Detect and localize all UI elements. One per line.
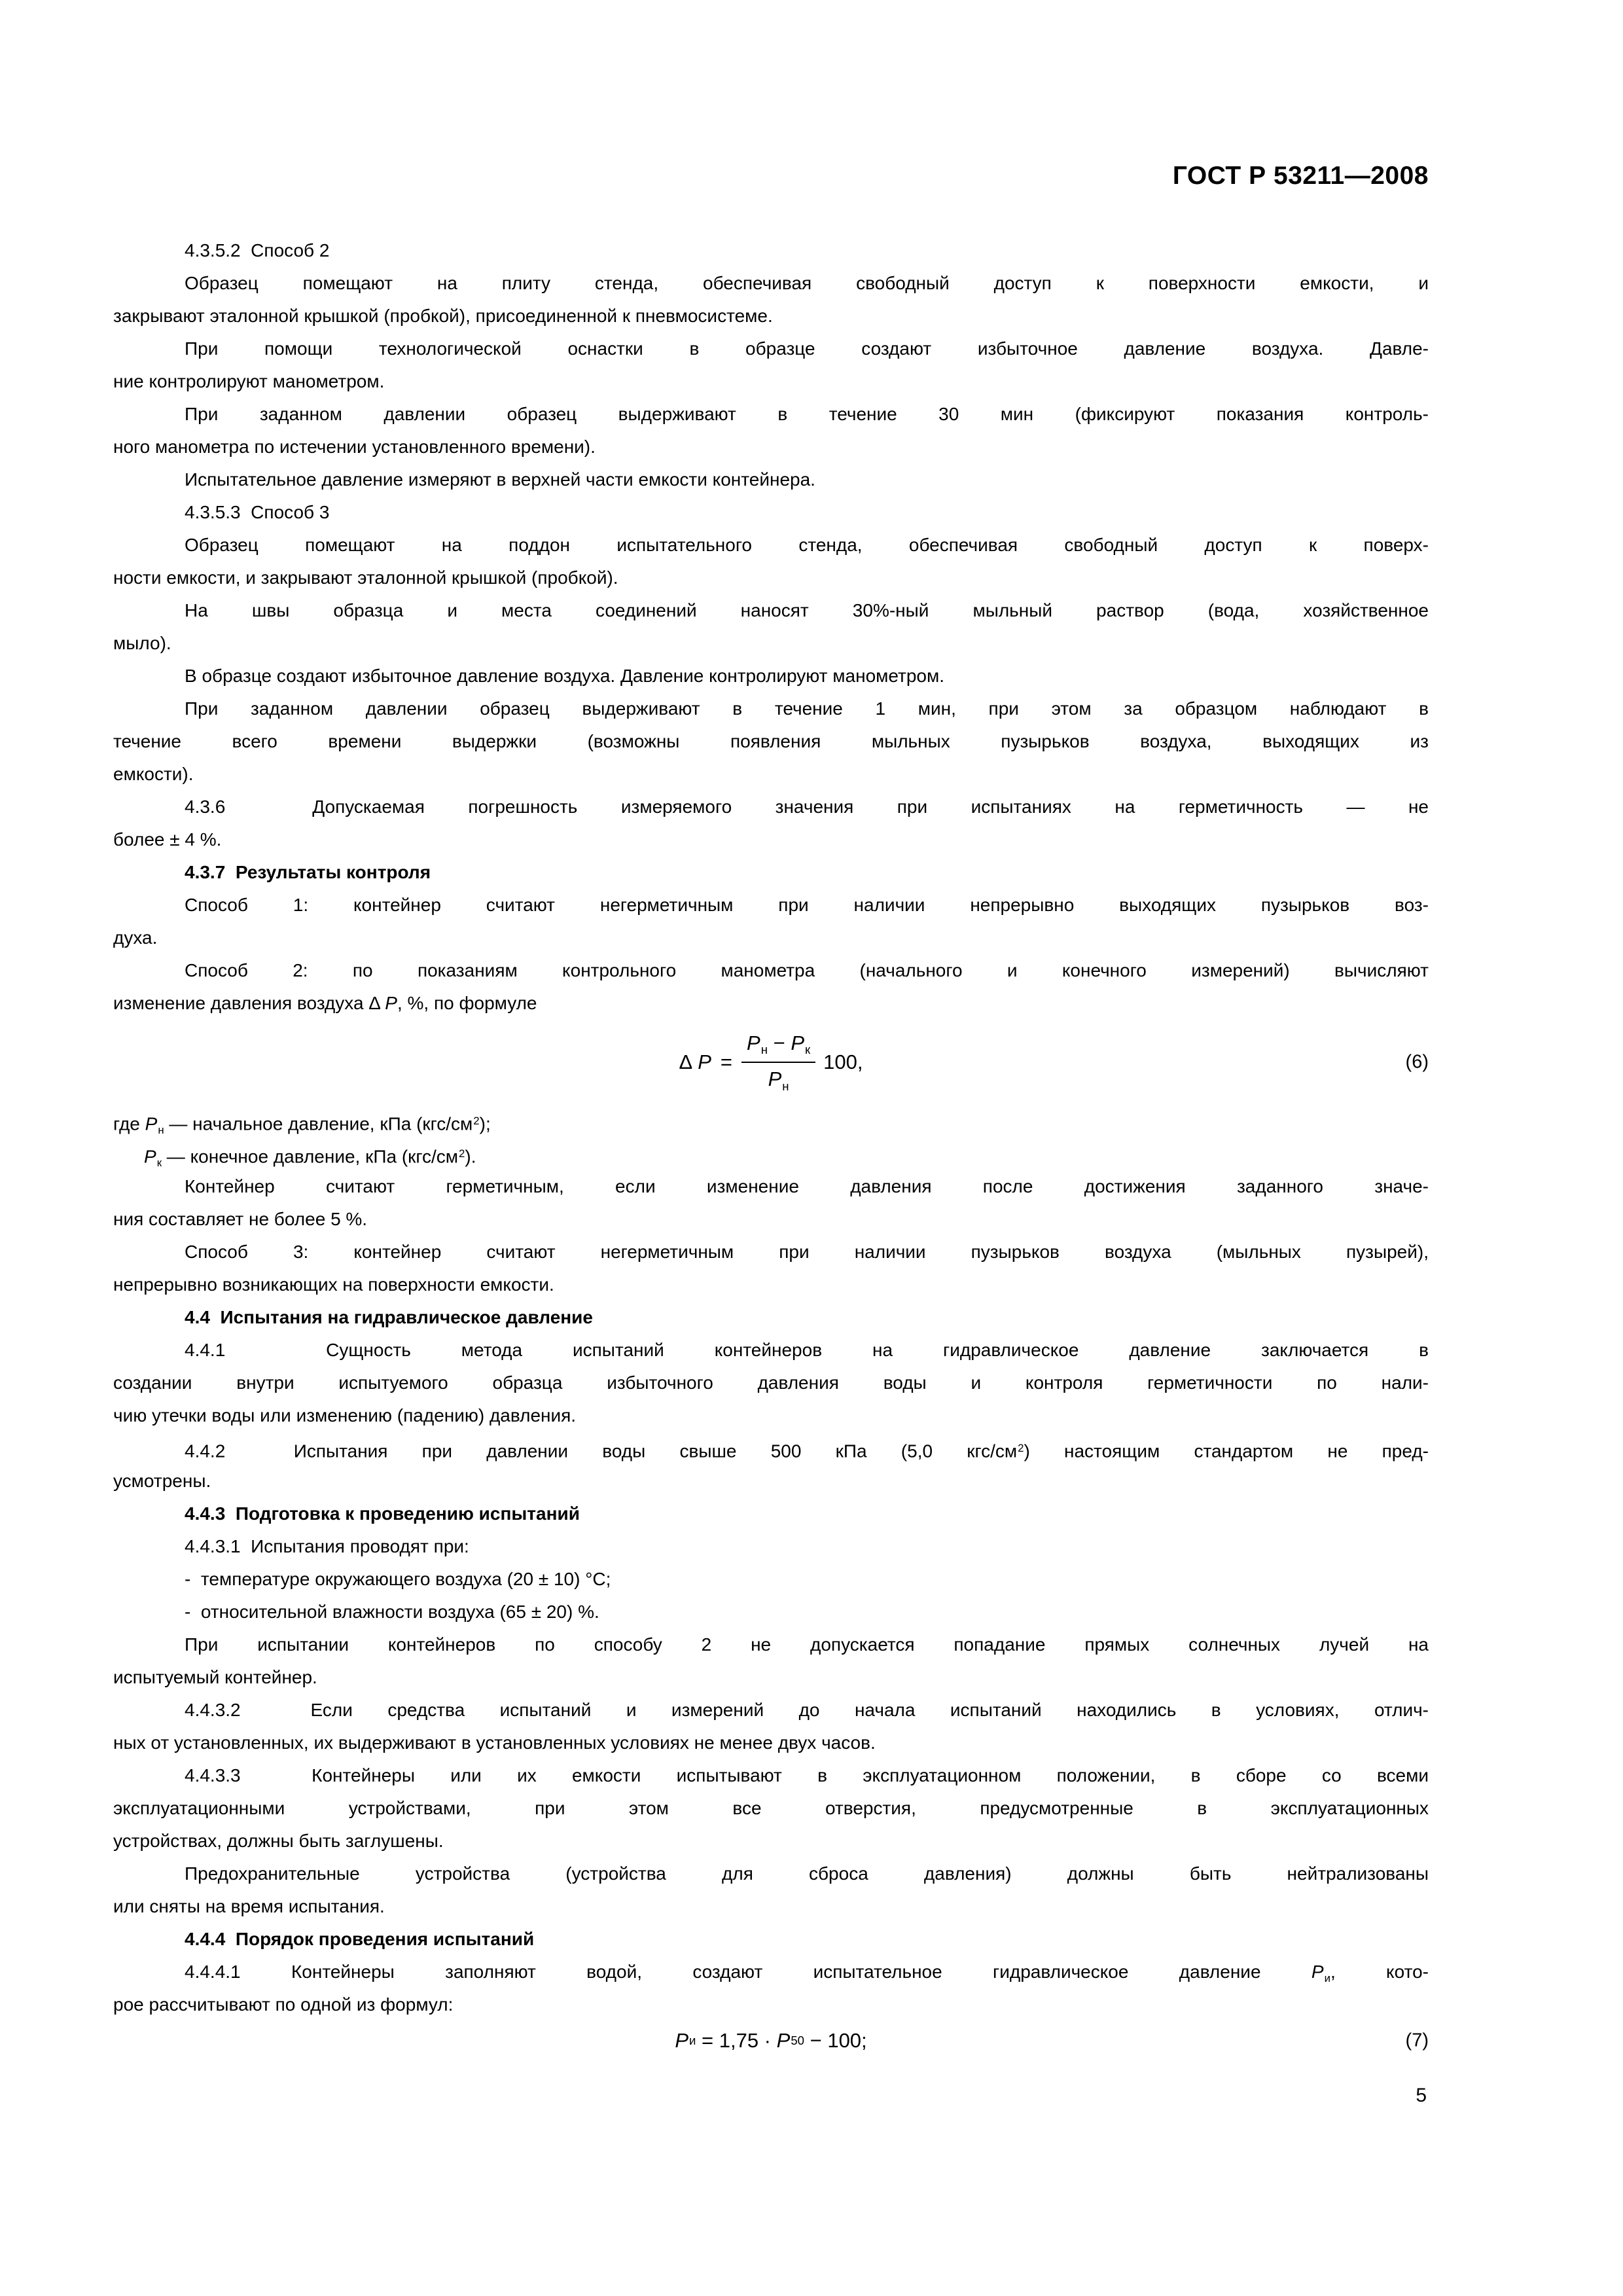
formula-7 xyxy=(113,2021,1429,2060)
text-line: чию утечки воды или изменению (падению) давления. xyxy=(113,1405,577,1426)
text-line: более ± 4 %. xyxy=(113,829,222,850)
delta-symbol: Δ xyxy=(679,1050,693,1073)
text-line: мыло). xyxy=(113,633,171,653)
text-line: $P_к$ — конечное давление, кПа $(кгс/см^2)$. xyxy=(144,1146,476,1170)
text-line: При заданном давлении образец выдерживают в течение 1 мин, при этом за образцом наблюдают в xyxy=(185,698,1429,719)
text-line: испытуемый контейнер. xyxy=(113,1667,317,1687)
text-line: Испытательное давление измеряют в верхней части емкости контейнера. xyxy=(185,469,815,490)
text-line: 4.4.4.1 Контейнеры заполняют водой, создают испытательное гидравлическое давление $P_и$, кото- xyxy=(185,1962,1429,1984)
text-block-1 xyxy=(113,234,1429,1020)
text-line: эксплуатационными устройствами, при этом все отверстия, предусмотренные в эксплуатационных xyxy=(113,1798,1429,1818)
text-line: ние контролируют манометром. xyxy=(113,371,385,391)
equals-sign: = xyxy=(720,1050,733,1073)
text-line: 4.3.7 Результаты контроля xyxy=(185,862,431,882)
text-line: 4.4.3 Подготовка к проведению испытаний xyxy=(185,1503,580,1524)
fraction-numerator: $P_н - P_к$ xyxy=(741,1031,815,1064)
text-line: Способ 1: контейнер считают негерметичным при наличии непрерывно выходящих пузырьков воз- xyxy=(185,895,1429,915)
text-line: духа. xyxy=(113,927,158,948)
formula-7-expression: P и = 1,75 · P 50 − 100; xyxy=(675,2029,867,2052)
text-line: ного манометра по истечении установленного времени). xyxy=(113,437,596,457)
formula-6-expression xyxy=(679,1031,863,1094)
text-line: течение всего времени выдержки (возможны появления мыльных пузырьков воздуха, выходящих из xyxy=(113,731,1429,751)
text-line: закрывают эталонной крышкой (пробкой), присоединенной к пневмосистеме. xyxy=(113,306,773,326)
text-line: Способ 2: по показаниям контрольного манометра (начального и конечного измерений) вычисляют xyxy=(185,960,1429,980)
text-line: 4.3.6 Допускаемая погрешность измеряемого значения при испытаниях на герметичность — не xyxy=(185,797,1429,817)
formula-6 xyxy=(113,1020,1429,1105)
text-line: создании внутри испытуемого образца избыточного давления воды и контроля герметичности по нали- xyxy=(113,1372,1429,1393)
text-line: Образец помещают на поддон испытательного стенда, обеспечивая свободный доступ к поверх- xyxy=(185,535,1429,555)
text-line: - температуре окружающего воздуха (20 ± 10) °С; xyxy=(185,1569,611,1589)
text-line: 4.4.1 Сущность метода испытаний контейнеров на гидравлическое давление заключается в xyxy=(185,1340,1429,1360)
text-line: При заданном давлении образец выдерживают в течение 30 мин (фиксируют показания контроль- xyxy=(185,404,1429,424)
text-line: При помощи технологической оснастки в образце создают избыточное давление воздуха. Давле- xyxy=(185,338,1429,359)
text-line: 4.4.3.1 Испытания проводят при: xyxy=(185,1536,469,1556)
text-line: изменение давления воздуха Δ P, %, по формуле xyxy=(113,993,537,1013)
text-line: Образец помещают на плиту стенда, обеспечивая свободный доступ к поверхности емкости, и xyxy=(185,273,1429,293)
text-line: ности емкости, и закрывают эталонной крышкой (пробкой). xyxy=(113,567,618,588)
text-line: емкости). xyxy=(113,764,194,784)
fraction-denominator: $P_н$ xyxy=(768,1067,789,1093)
text-line: или сняты на время испытания. xyxy=(113,1896,385,1916)
text-line: Способ 3: контейнер считают негерметичным при наличии пузырьков воздуха (мыльных пузырей), xyxy=(185,1242,1429,1262)
fraction xyxy=(741,1031,815,1094)
text-line: Предохранительные устройства (устройства для сброса давления) должны быть нейтрализованы xyxy=(185,1863,1429,1884)
text-line: ния составляет не более 5 %. xyxy=(113,1209,368,1229)
text-line: ных от установленных, их выдерживают в установленных условиях не менее двух часов. xyxy=(113,1732,876,1753)
text-block-2 xyxy=(113,1105,1429,2021)
text-line: В образце создают избыточное давление воздуха. Давление контролируют манометром. xyxy=(185,666,945,686)
text-line: Контейнер считают герметичным, если изменение давления после достижения заданного значе- xyxy=(185,1176,1429,1196)
document-code: ГОСТ Р 53211—2008 xyxy=(1172,162,1429,190)
text-line: усмотрены. xyxy=(113,1471,211,1491)
text-line: 4.3.5.3 Способ 3 xyxy=(185,502,330,522)
formula-6-lhs: P xyxy=(698,1050,711,1073)
text-line: 4.4.2 Испытания при давлении воды свыше 500 кПа (5,0 кгс/$см^2$) настоящим стандартом не пред- xyxy=(185,1441,1429,1462)
text-line: При испытании контейнеров по способу 2 не допускается попадание прямых солнечных лучей на xyxy=(185,1634,1429,1655)
text-line: 4.4.3.3 Контейнеры или их емкости испытывают в эксплуатационном положении, в сборе со всеми xyxy=(185,1765,1429,1785)
text-line: 4.3.5.2 Способ 2 xyxy=(185,240,330,260)
text-line: - относительной влажности воздуха (65 ± 20) %. xyxy=(185,1602,599,1622)
equation-number-7: (7) xyxy=(1405,2030,1429,2051)
text-line: рое рассчитывают по одной из формул: xyxy=(113,1994,454,2015)
text-line: На швы образца и места соединений наносят 30%-ный мыльный раствор (вода, хозяйственное xyxy=(185,600,1429,620)
text-line: где $P_н$ — начальное давление, кПа $(кгс/см^2)$; xyxy=(113,1113,491,1137)
text-line: 4.4.3.2 Если средства испытаний и измерений до начала испытаний находились в условиях, отлич- xyxy=(185,1700,1429,1720)
text-line: 4.4 Испытания на гидравлическое давление xyxy=(185,1307,593,1327)
text-line: непрерывно возникающих на поверхности емкости. xyxy=(113,1274,554,1295)
equation-number-6: (6) xyxy=(1405,1051,1429,1073)
page-number: 5 xyxy=(1416,2085,1427,2106)
text-line: 4.4.4 Порядок проведения испытаний xyxy=(185,1929,535,1949)
text-line: устройствах, должны быть заглушены. xyxy=(113,1831,444,1851)
text-column xyxy=(113,234,1429,2060)
formula-6-factor: 100, xyxy=(823,1050,863,1073)
